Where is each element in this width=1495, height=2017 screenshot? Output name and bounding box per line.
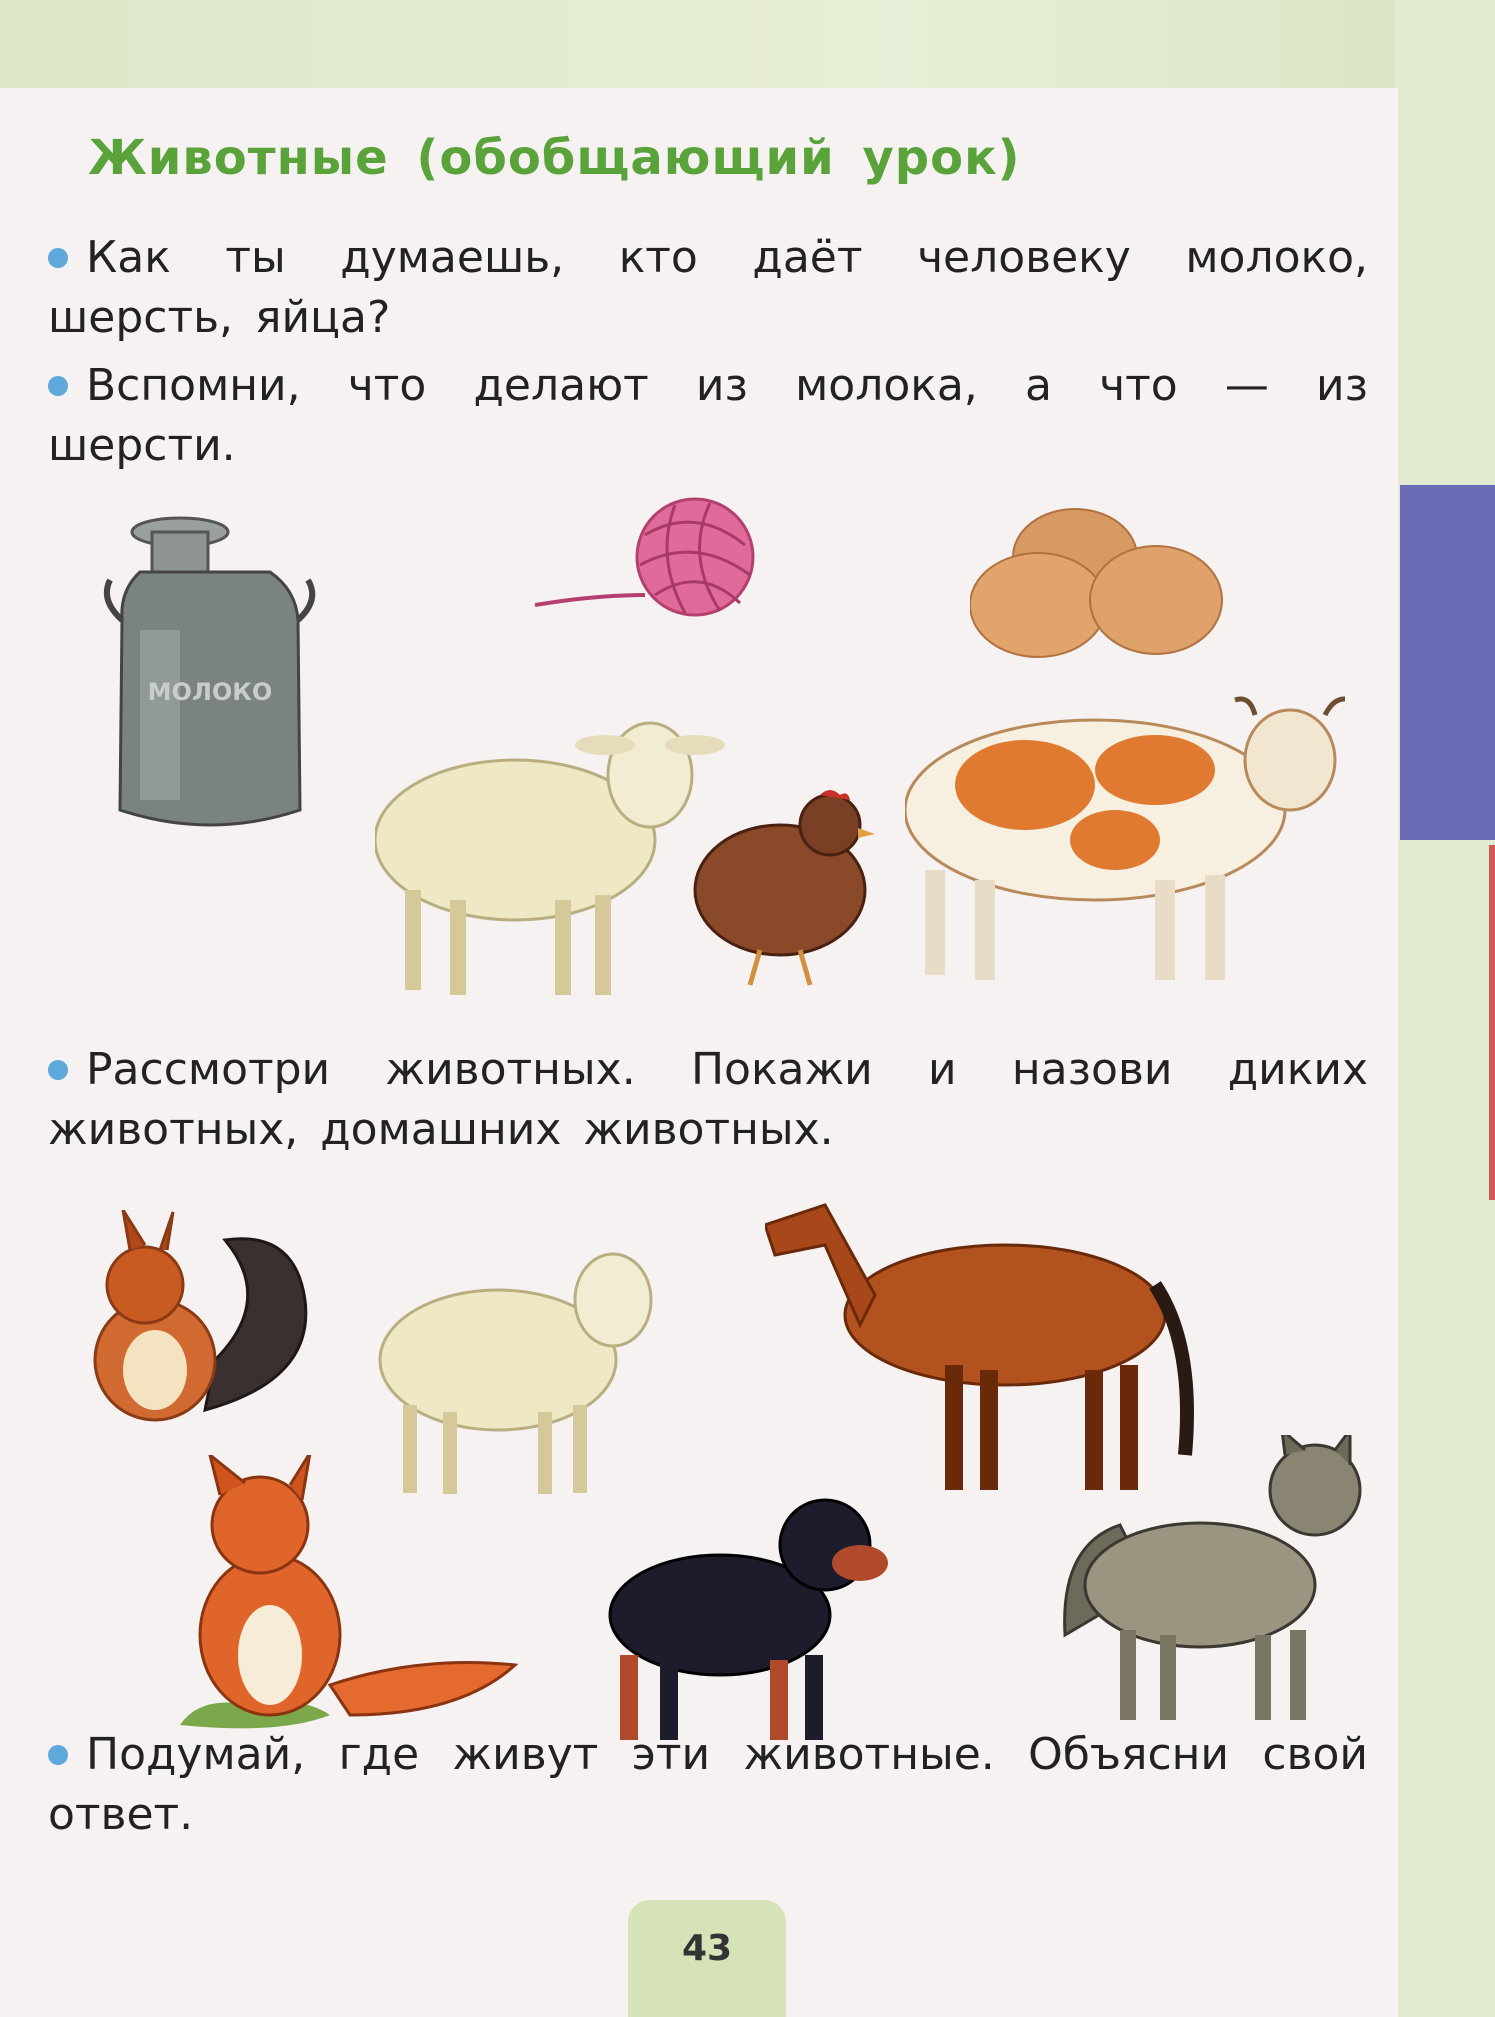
bullet-icon: [48, 376, 68, 396]
milk-can-icon: [100, 510, 320, 850]
right-margin-band: [1395, 0, 1495, 2017]
question-text: Как ты думаешь, кто даёт человеку молоко, шерсть, яйца?: [48, 232, 1368, 343]
question-text: Подумай, где живут эти животные. Объясни свой ответ.: [48, 1729, 1368, 1840]
wolf-icon: [1060, 1435, 1370, 1725]
yarn-ball-icon: [535, 495, 765, 630]
question-text: Вспомни, что делают из молока, а что — из шерсти.: [48, 360, 1368, 471]
question-habitat: [48, 1725, 1368, 1845]
milk-can-label: МОЛОКО: [147, 678, 273, 706]
task-wild-domestic: [48, 1040, 1368, 1160]
bullet-icon: [48, 1745, 68, 1765]
section-tab-red: [1489, 845, 1495, 1200]
question-milk-wool-eggs: [48, 228, 1368, 348]
bullet-icon: [48, 248, 68, 268]
top-band: [0, 0, 1495, 88]
hen-icon: [690, 790, 880, 990]
eggs-icon: [970, 505, 1225, 660]
cow-icon: [905, 690, 1345, 990]
sheep-icon: [375, 700, 735, 1000]
section-tab-blue: [1400, 485, 1495, 840]
fox-icon: [160, 1455, 520, 1735]
task-text: Рассмотри животных. Покажи и назови диких животных, домашних животных.: [48, 1044, 1368, 1155]
dog-icon: [590, 1485, 900, 1745]
bullet-icon: [48, 1060, 68, 1080]
question-milk-wool-products: [48, 356, 1368, 476]
page-number: 43: [681, 1928, 733, 1969]
page-title: Животные (обобщающий урок): [88, 130, 1021, 186]
squirrel-icon: [55, 1210, 315, 1435]
